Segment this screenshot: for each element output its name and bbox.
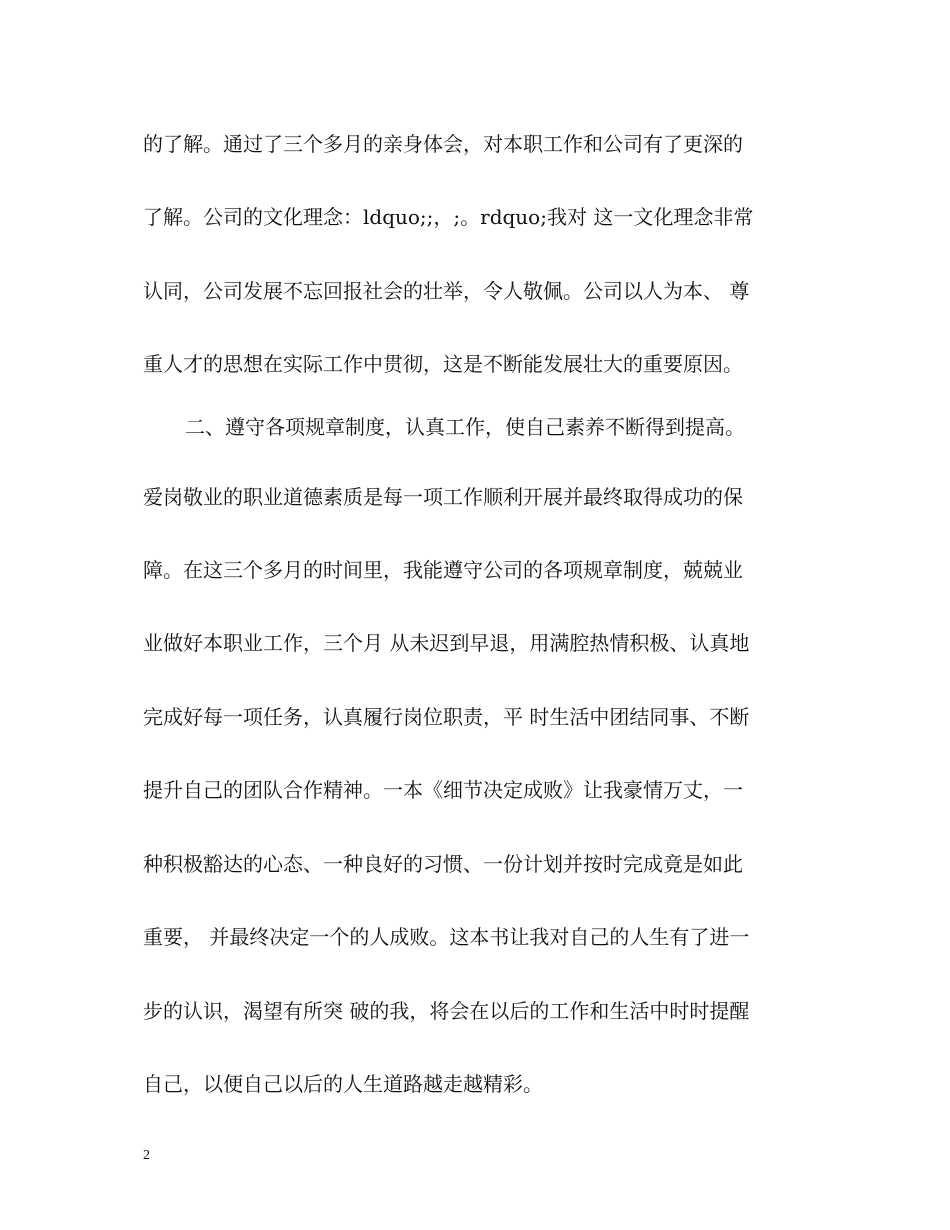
text-line-10: 提升自己的团队合作精神。一本《细节决定成败》让我豪情万丈，一 bbox=[143, 778, 743, 802]
text-line-2: 了解。公司的文化理念：ldquo;;，;。rdquo;我对 这一文化理念非常 bbox=[143, 205, 754, 229]
text-line-13: 步的认识，渴望有所突 破的我，将会在以后的工作和生活中时时提醒 bbox=[143, 999, 750, 1023]
text-line-4: 重人才的思想在实际工作中贯彻，这是不断能发展壮大的重要原因。 bbox=[143, 352, 743, 376]
text-line-3: 认同，公司发展不忘回报社会的壮举，令人敬佩。公司以人为本、 尊 bbox=[143, 279, 750, 303]
text-line-7: 障。在这三个多月的时间里，我能遵守公司的各项规章制度，兢兢业 bbox=[143, 558, 743, 582]
text-line-6: 爱岗敬业的职业道德素质是每一项工作顺利开展并最终取得成功的保 bbox=[143, 485, 743, 509]
text-line-14: 自己，以便自己以后的人生道路越走越精彩。 bbox=[143, 1072, 543, 1096]
text-line-12: 重要， 并最终决定一个的人成败。这本书让我对自己的人生有了进一 bbox=[143, 925, 750, 949]
text-line-11: 种积极豁达的心态、一种良好的习惯、一份计划并按时完成竟是如此 bbox=[143, 852, 743, 876]
page-number: 2 bbox=[143, 1148, 150, 1163]
text-line-1: 的了解。通过了三个多月的亲身体会，对本职工作和公司有了更深的 bbox=[143, 132, 743, 156]
text-line-8: 业做好本职业工作，三个月 从未迟到早退，用满腔热情积极、认真地 bbox=[143, 631, 750, 655]
text-line-9: 完成好每一项任务，认真履行岗位职责，平 时生活中团结同事、不断 bbox=[143, 705, 750, 729]
section-heading-line: 二、遵守各项规章制度，认真工作，使自己素养不断得到提高。 bbox=[185, 415, 745, 439]
